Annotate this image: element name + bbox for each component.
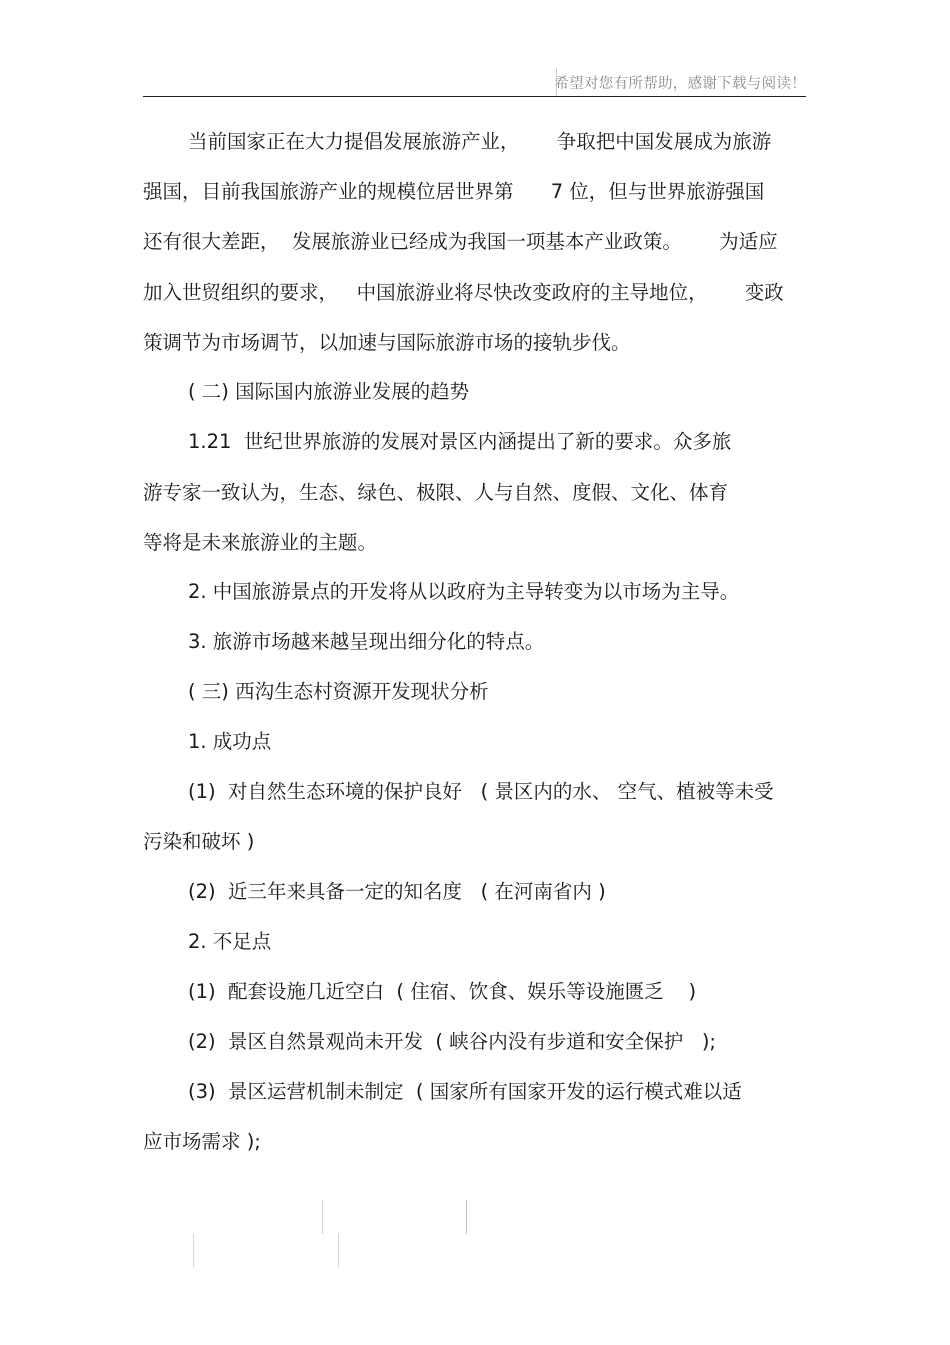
scan-artifact-line: [193, 1234, 194, 1268]
paragraph-line: 当前国家正在大力提倡发展旅游产业， 争取把中国发展成为旅游: [188, 130, 772, 153]
scan-artifact-line: [466, 1200, 467, 1234]
header-divider: [143, 96, 806, 97]
paragraph-line: 2. 中国旅游景点的开发将从以政府为主导转变为以市场为主导。: [188, 580, 740, 603]
scan-artifact-line: [322, 1200, 323, 1234]
page-header: [556, 68, 806, 97]
paragraph-line: 强国，目前我国旅游产业的规模位居世界第 7 位，但与世界旅游强国: [143, 180, 765, 203]
paragraph-line: 1.21 世纪世界旅游的发展对景区内涵提出了新的要求。众多旅: [188, 430, 732, 453]
paragraph-line: (2) 景区自然景观尚未开发 ( 峡谷内没有步道和安全保护 );: [188, 1030, 716, 1053]
paragraph-line: 游专家一致认为，生态、绿色、极限、人与自然、度假、文化、体育: [143, 481, 729, 504]
paragraph-line: 等将是未来旅游业的主题。: [143, 531, 378, 554]
section-heading: ( 二) 国际国内旅游业发展的趋势: [188, 380, 470, 403]
section-heading: ( 三) 西沟生态村资源开发现状分析: [188, 680, 489, 703]
paragraph-line: 3. 旅游市场越来越呈现出细分化的特点。: [188, 630, 545, 653]
header-text: 希望对您有所帮助，感谢下载与阅读！: [554, 76, 806, 92]
paragraph-line: (1) 配套设施几近空白 ( 住宿、饮食、娱乐等设施匮乏 ): [188, 980, 697, 1003]
paragraph-line: 还有很大差距， 发展旅游业已经成为我国一项基本产业政策。 为适应: [143, 230, 778, 253]
paragraph-line: (1) 对自然生态环境的保护良好 ( 景区内的水、 空气、植被等未受: [188, 780, 774, 803]
subsection-heading: 1. 成功点: [188, 730, 272, 753]
paragraph-line: 策调节为市场调节，以加速与国际旅游市场的接轨步伐。: [143, 331, 631, 354]
subsection-heading: 2. 不足点: [188, 930, 272, 953]
paragraph-line: (3) 景区运营机制未制定 ( 国家所有国家开发的运行模式难以适: [188, 1080, 742, 1103]
paragraph-line: 污染和破坏 ): [143, 830, 255, 853]
paragraph-line: 加入世贸组织的要求， 中国旅游业将尽快改变政府的主导地位， 变政: [143, 281, 784, 304]
paragraph-line: 应市场需求 );: [143, 1130, 261, 1153]
paragraph-line: (2) 近三年来具备一定的知名度 ( 在河南省内 ): [188, 880, 606, 903]
scan-artifact-line: [338, 1234, 339, 1268]
